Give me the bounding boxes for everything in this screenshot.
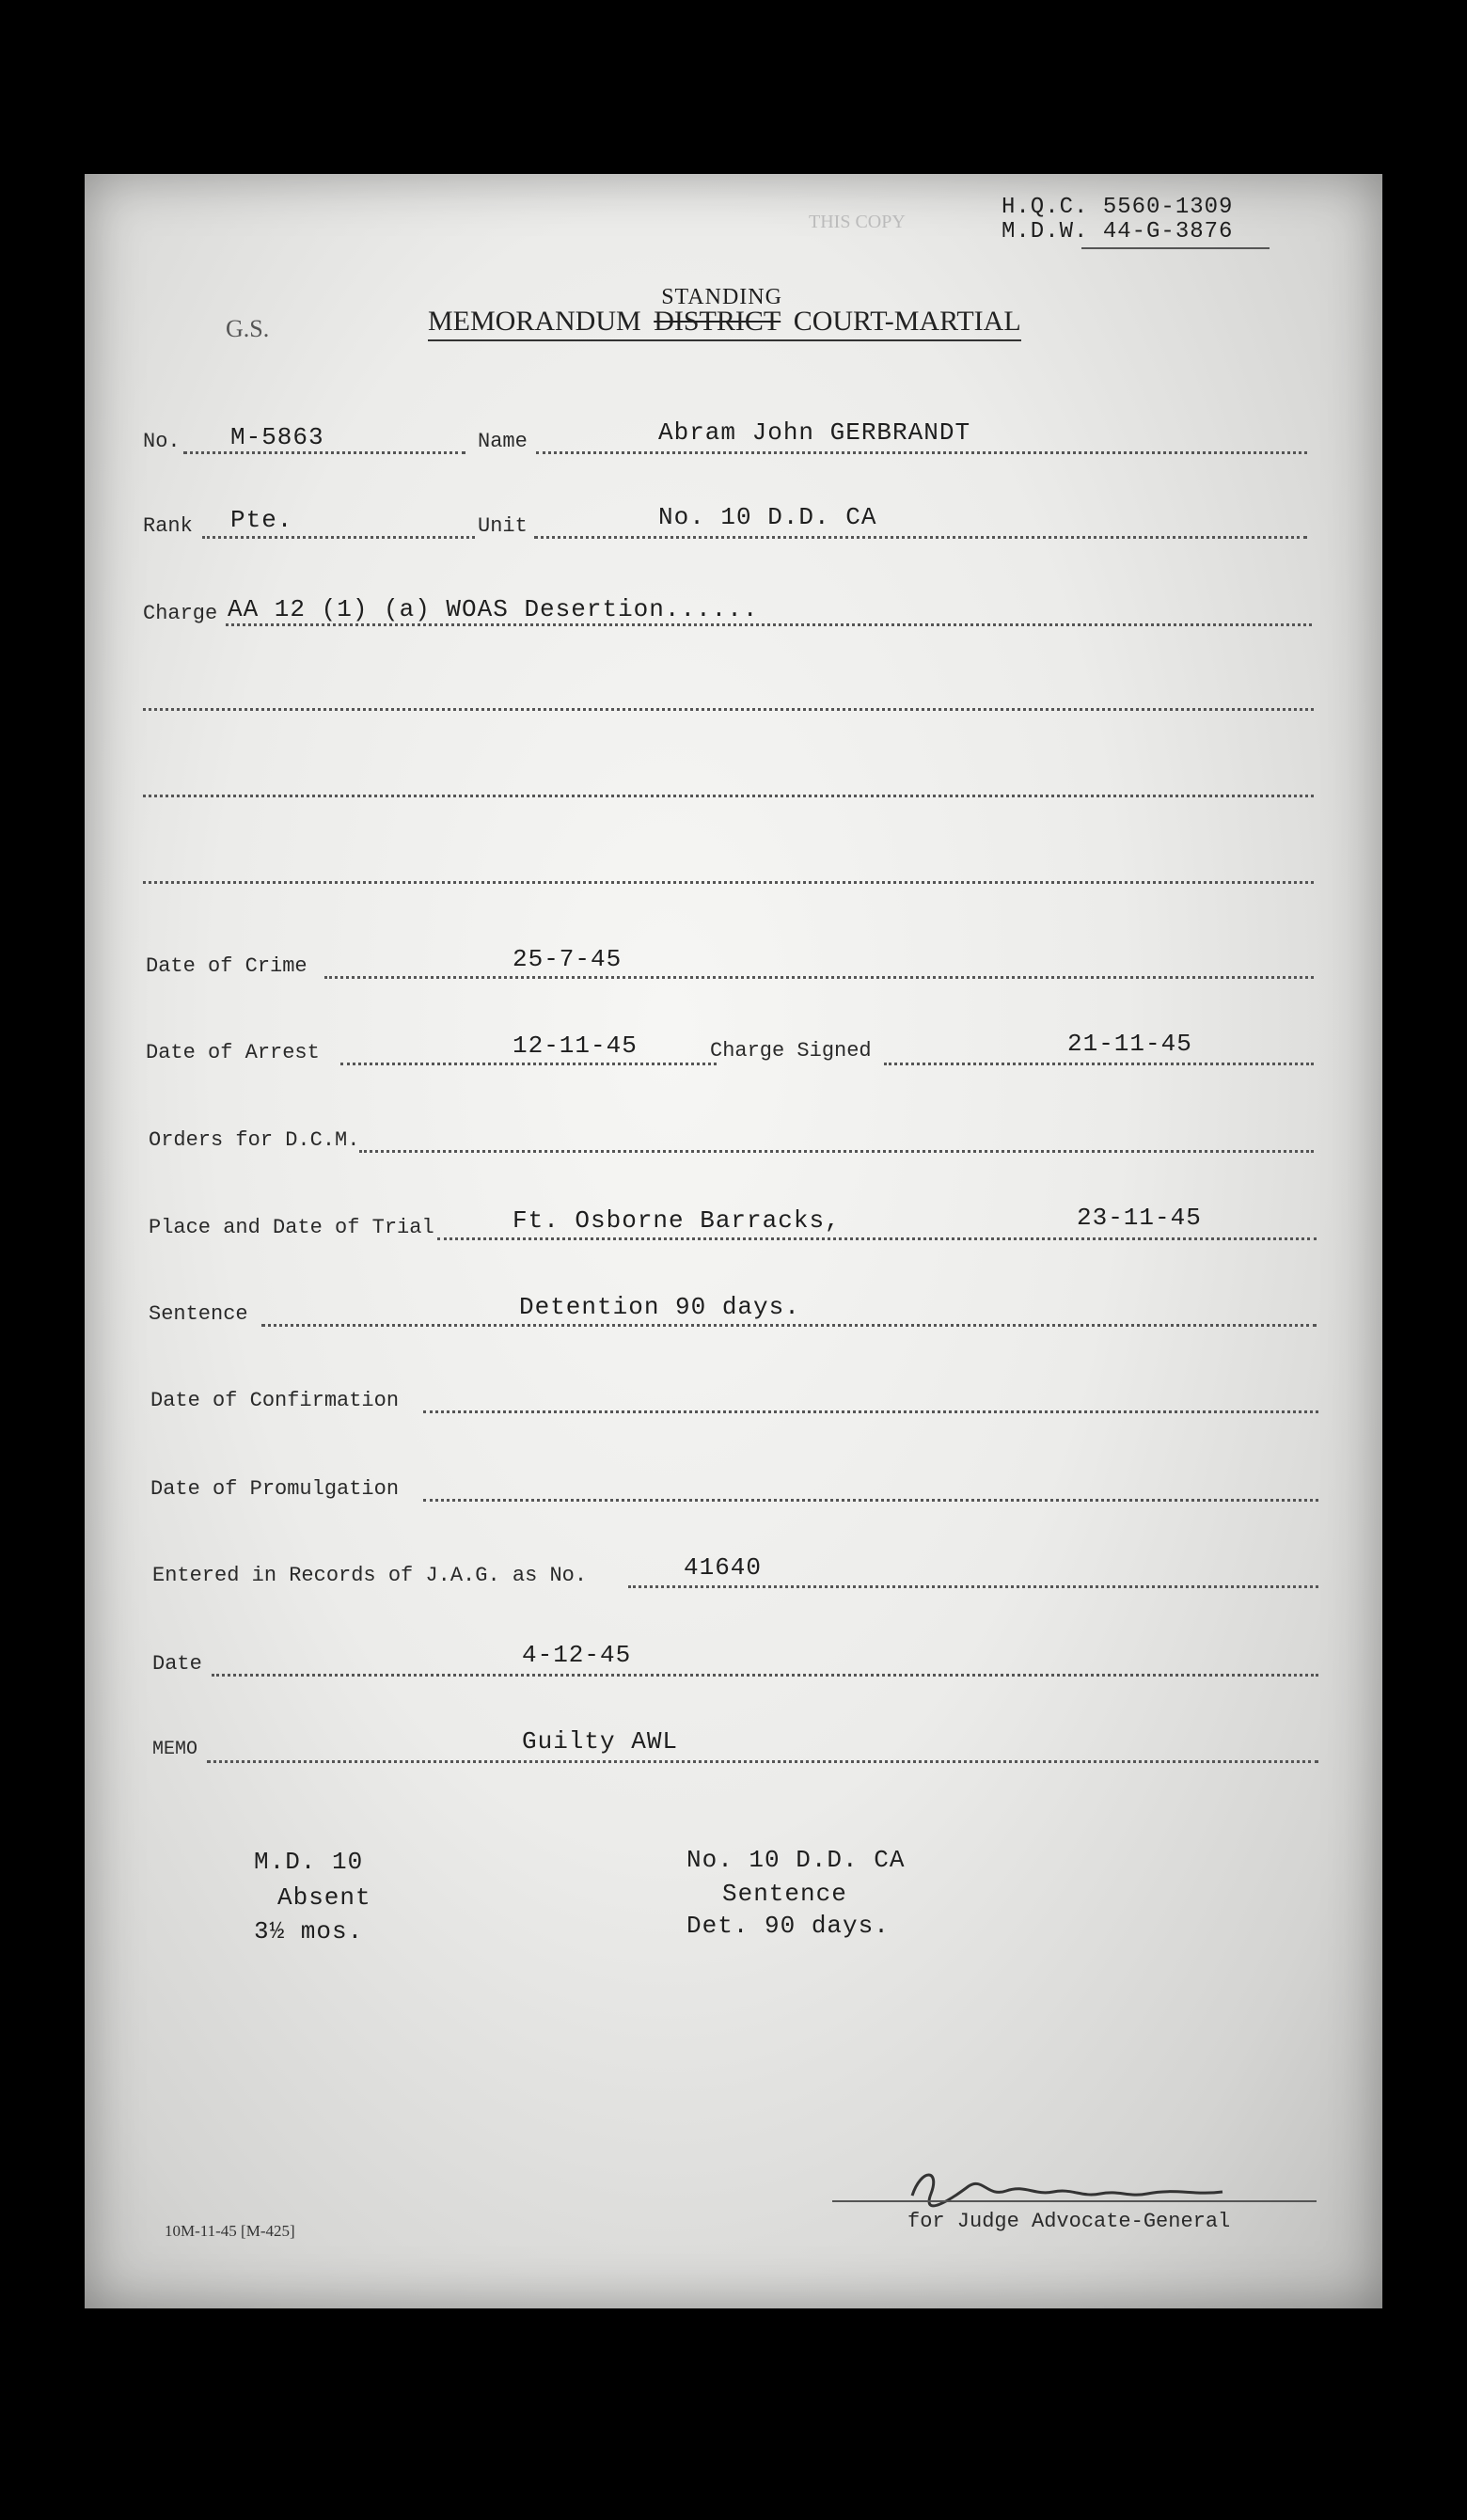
no-value: M-5863 (230, 423, 324, 451)
date-value: 4-12-45 (522, 1641, 632, 1669)
entered-label: Entered in Records of J.A.G. as No. (152, 1564, 588, 1587)
title-right: COURT-MARTIAL (793, 306, 1021, 337)
unit-label: Unit (478, 514, 528, 538)
trial-label: Place and Date of Trial (149, 1216, 434, 1239)
name-value: Abram John GERBRANDT (658, 418, 971, 447)
rank-value: Pte. (230, 506, 293, 534)
note-right-1: No. 10 D.D. CA (686, 1846, 906, 1874)
crime-label: Date of Crime (146, 954, 308, 978)
entered-value: 41640 (684, 1553, 763, 1582)
reference-hqc: H.Q.C. 5560-1309 (1002, 195, 1234, 220)
arrest-label: Date of Arrest (146, 1041, 320, 1064)
trial-date: 23-11-45 (1077, 1204, 1202, 1232)
note-left-2: Absent (277, 1883, 371, 1912)
title-left: MEMORANDUM (428, 306, 641, 337)
memo-value: Guilty AWL (522, 1727, 679, 1756)
faint-stamp: THIS COPY (809, 212, 906, 232)
title-inserted: STANDING (661, 285, 782, 309)
signature-scrawl (893, 2158, 1307, 2214)
court-martial-memo-page (85, 174, 1382, 2308)
memo-title (428, 285, 1021, 341)
crime-value: 25-7-45 (513, 945, 623, 973)
sentence-value: Detention 90 days. (519, 1293, 800, 1321)
trial-place: Ft. Osborne Barracks, (513, 1206, 841, 1235)
confirmation-label: Date of Confirmation (150, 1389, 400, 1412)
title-struck: DISTRICT (654, 306, 781, 337)
rank-label: Rank (143, 514, 193, 538)
gs-mark: G.S. (226, 315, 270, 342)
note-left-3: 3½ mos. (254, 1917, 364, 1945)
note-right-3: Det. 90 days. (686, 1912, 890, 1940)
reference-md: M.D.W. 44-G-3876 (1002, 219, 1234, 244)
arrest-value: 12-11-45 (513, 1032, 638, 1060)
note-left-1: M.D. 10 (254, 1848, 364, 1876)
note-right-2: Sentence (722, 1880, 847, 1908)
date-label: Date (152, 1652, 202, 1676)
unit-value: No. 10 D.D. CA (658, 503, 877, 531)
signed-for-label: for Judge Advocate-General (907, 2210, 1231, 2233)
signed-label: Charge Signed (710, 1039, 872, 1063)
memo-label: MEMO (152, 1739, 198, 1760)
charge-label: Charge (143, 602, 218, 625)
no-label: No. (143, 430, 181, 453)
name-label: Name (478, 430, 528, 453)
orders-label: Orders for D.C.M. (149, 1128, 360, 1152)
signed-value: 21-11-45 (1067, 1030, 1192, 1058)
charge-value: AA 12 (1) (a) WOAS Desertion...... (228, 595, 759, 623)
promulgation-label: Date of Promulgation (150, 1477, 400, 1501)
sentence-label: Sentence (149, 1302, 248, 1326)
form-code: 10M-11-45 [M-425] (165, 2222, 295, 2240)
